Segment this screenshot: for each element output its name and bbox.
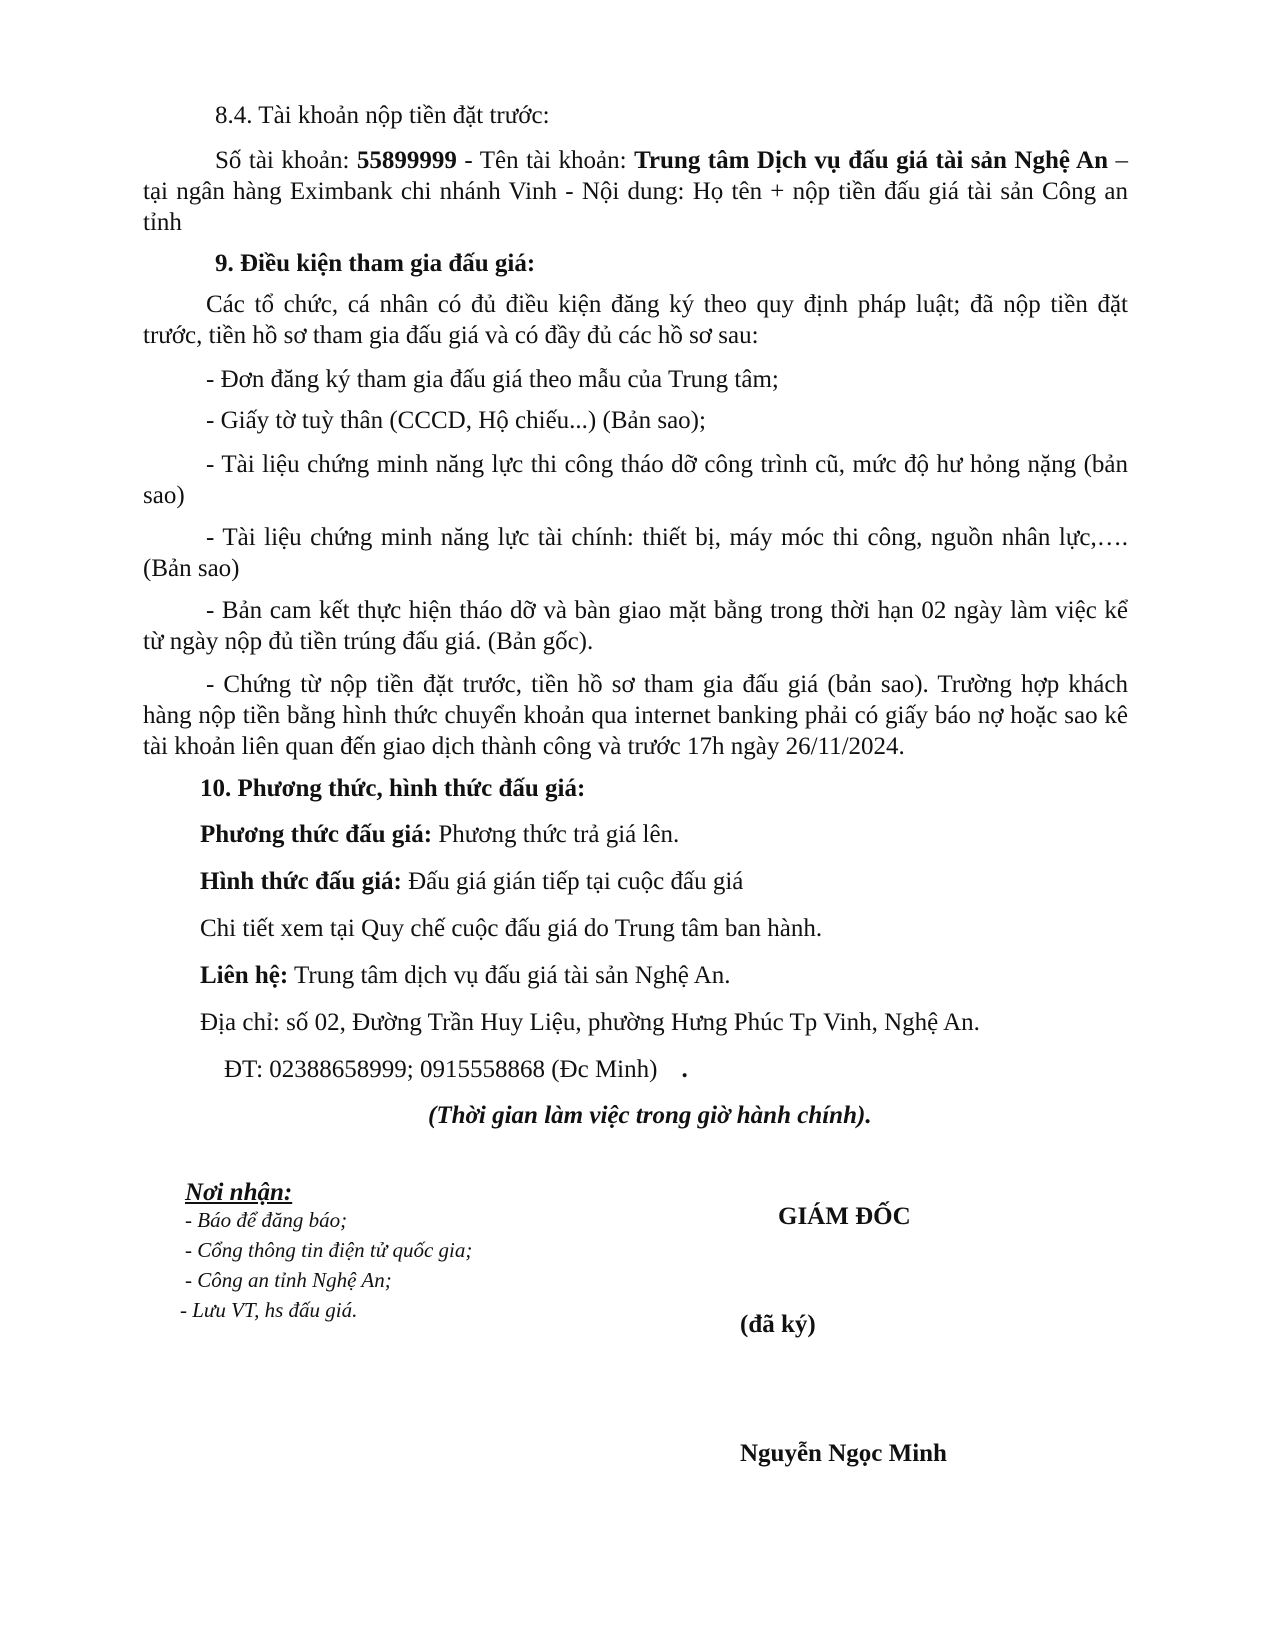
requirement-item: - Giấy tờ tuỳ thân (CCCD, Hộ chiếu...) (Bản sao); — [206, 407, 706, 434]
section-8-4-heading: 8.4. Tài khoản nộp tiền đặt trước: — [215, 102, 550, 129]
regulation-note: Chi tiết xem tại Quy chế cuộc đấu giá do Trung tâm ban hành. — [200, 915, 823, 942]
auction-method-value: Phương thức trả giá lên. — [432, 821, 680, 848]
signer-title: GIÁM ĐỐC — [778, 1203, 911, 1230]
account-name: Trung tâm Dịch vụ đấu giá tài sản Nghệ An — [634, 147, 1109, 174]
signed-mark: (đã ký) — [740, 1311, 816, 1338]
auction-form-label: Hình thức đấu giá: — [200, 868, 402, 895]
requirement-item: - Tài liệu chứng minh năng lực tài chính: thiết bị, máy móc thi công, nguồn nhân lực,…. (Bản sao) — [143, 524, 1128, 582]
contact — [200, 960, 731, 991]
requirement-item: - Chứng từ nộp tiền đặt trước, tiền hồ sơ tham gia đấu giá (bản sao). Trường hợp khách hàng nộp tiền bằng hình thức chuyển khoản qua internet banking phải có giấy báo nợ hoặc sao kê tài khoản liên quan đến giao dịch thành công và trước 17h ngày 26/11/2024. — [143, 671, 1128, 760]
phone-numbers: ĐT: 02388658999; 0915558868 (Đc Minh) — [224, 1056, 658, 1083]
address: Địa chỉ: số 02, Đường Trần Huy Liệu, phường Hưng Phúc Tp Vinh, Nghệ An. — [200, 1009, 980, 1036]
contact-label: Liên hệ: — [200, 962, 289, 989]
recipient-item: - Lưu VT, hs đấu giá. — [180, 1298, 358, 1322]
recipients-title: Nơi nhận: — [185, 1179, 293, 1206]
recipient-item: - Công an tỉnh Nghệ An; — [185, 1268, 392, 1292]
requirement-item: - Bản cam kết thực hiện tháo dỡ và bàn giao mặt bằng trong thời hạn 02 ngày làm việc kể từ ngày nộp đủ tiền trúng đấu giá. (Bản gốc). — [143, 597, 1128, 655]
signer-name: Nguyễn Ngọc Minh — [740, 1440, 947, 1467]
auction-method-label: Phương thức đấu giá: — [200, 821, 433, 848]
phone — [224, 1054, 688, 1085]
account-name-label: - Tên tài khoản: — [456, 147, 635, 174]
working-hours-note: (Thời gian làm việc trong giờ hành chính). — [428, 1102, 872, 1129]
contact-value: Trung tâm dịch vụ đấu giá tài sản Nghệ An. — [288, 962, 731, 989]
recipient-item: - Báo để đăng báo; — [185, 1208, 348, 1232]
auction-form — [200, 866, 743, 897]
section-9-intro: Các tổ chức, cá nhân có đủ điều kiện đăng ký theo quy định pháp luật; đã nộp tiền đặt trước, tiền hồ sơ tham gia đấu giá và có đầy đủ các hồ sơ sau: — [143, 291, 1128, 349]
section-10-heading: 10. Phương thức, hình thức đấu giá: — [200, 775, 586, 802]
recipient-item: - Cổng thông tin điện tử quốc gia; — [185, 1238, 473, 1262]
account-bank-details: – tại ngân hàng Eximbank chi nhánh Vinh - Nội dung: Họ tên + nộp tiền đấu giá tài sản Công an tỉnh — [143, 147, 1128, 236]
account-number-label: Số tài khoản: — [215, 147, 350, 174]
phone-trailing-dot: . — [681, 1056, 688, 1083]
requirement-item: - Đơn đăng ký tham gia đấu giá theo mẫu của Trung tâm; — [206, 366, 779, 393]
auction-form-value: Đấu giá gián tiếp tại cuộc đấu giá — [401, 868, 744, 895]
section-9-heading: 9. Điều kiện tham gia đấu giá: — [215, 250, 536, 277]
auction-method — [200, 819, 679, 850]
account-number: 55899999 — [356, 147, 457, 174]
account-paragraph — [143, 145, 1128, 238]
requirement-item: - Tài liệu chứng minh năng lực thi công tháo dỡ công trình cũ, mức độ hư hỏng nặng (bản sao) — [143, 451, 1128, 509]
